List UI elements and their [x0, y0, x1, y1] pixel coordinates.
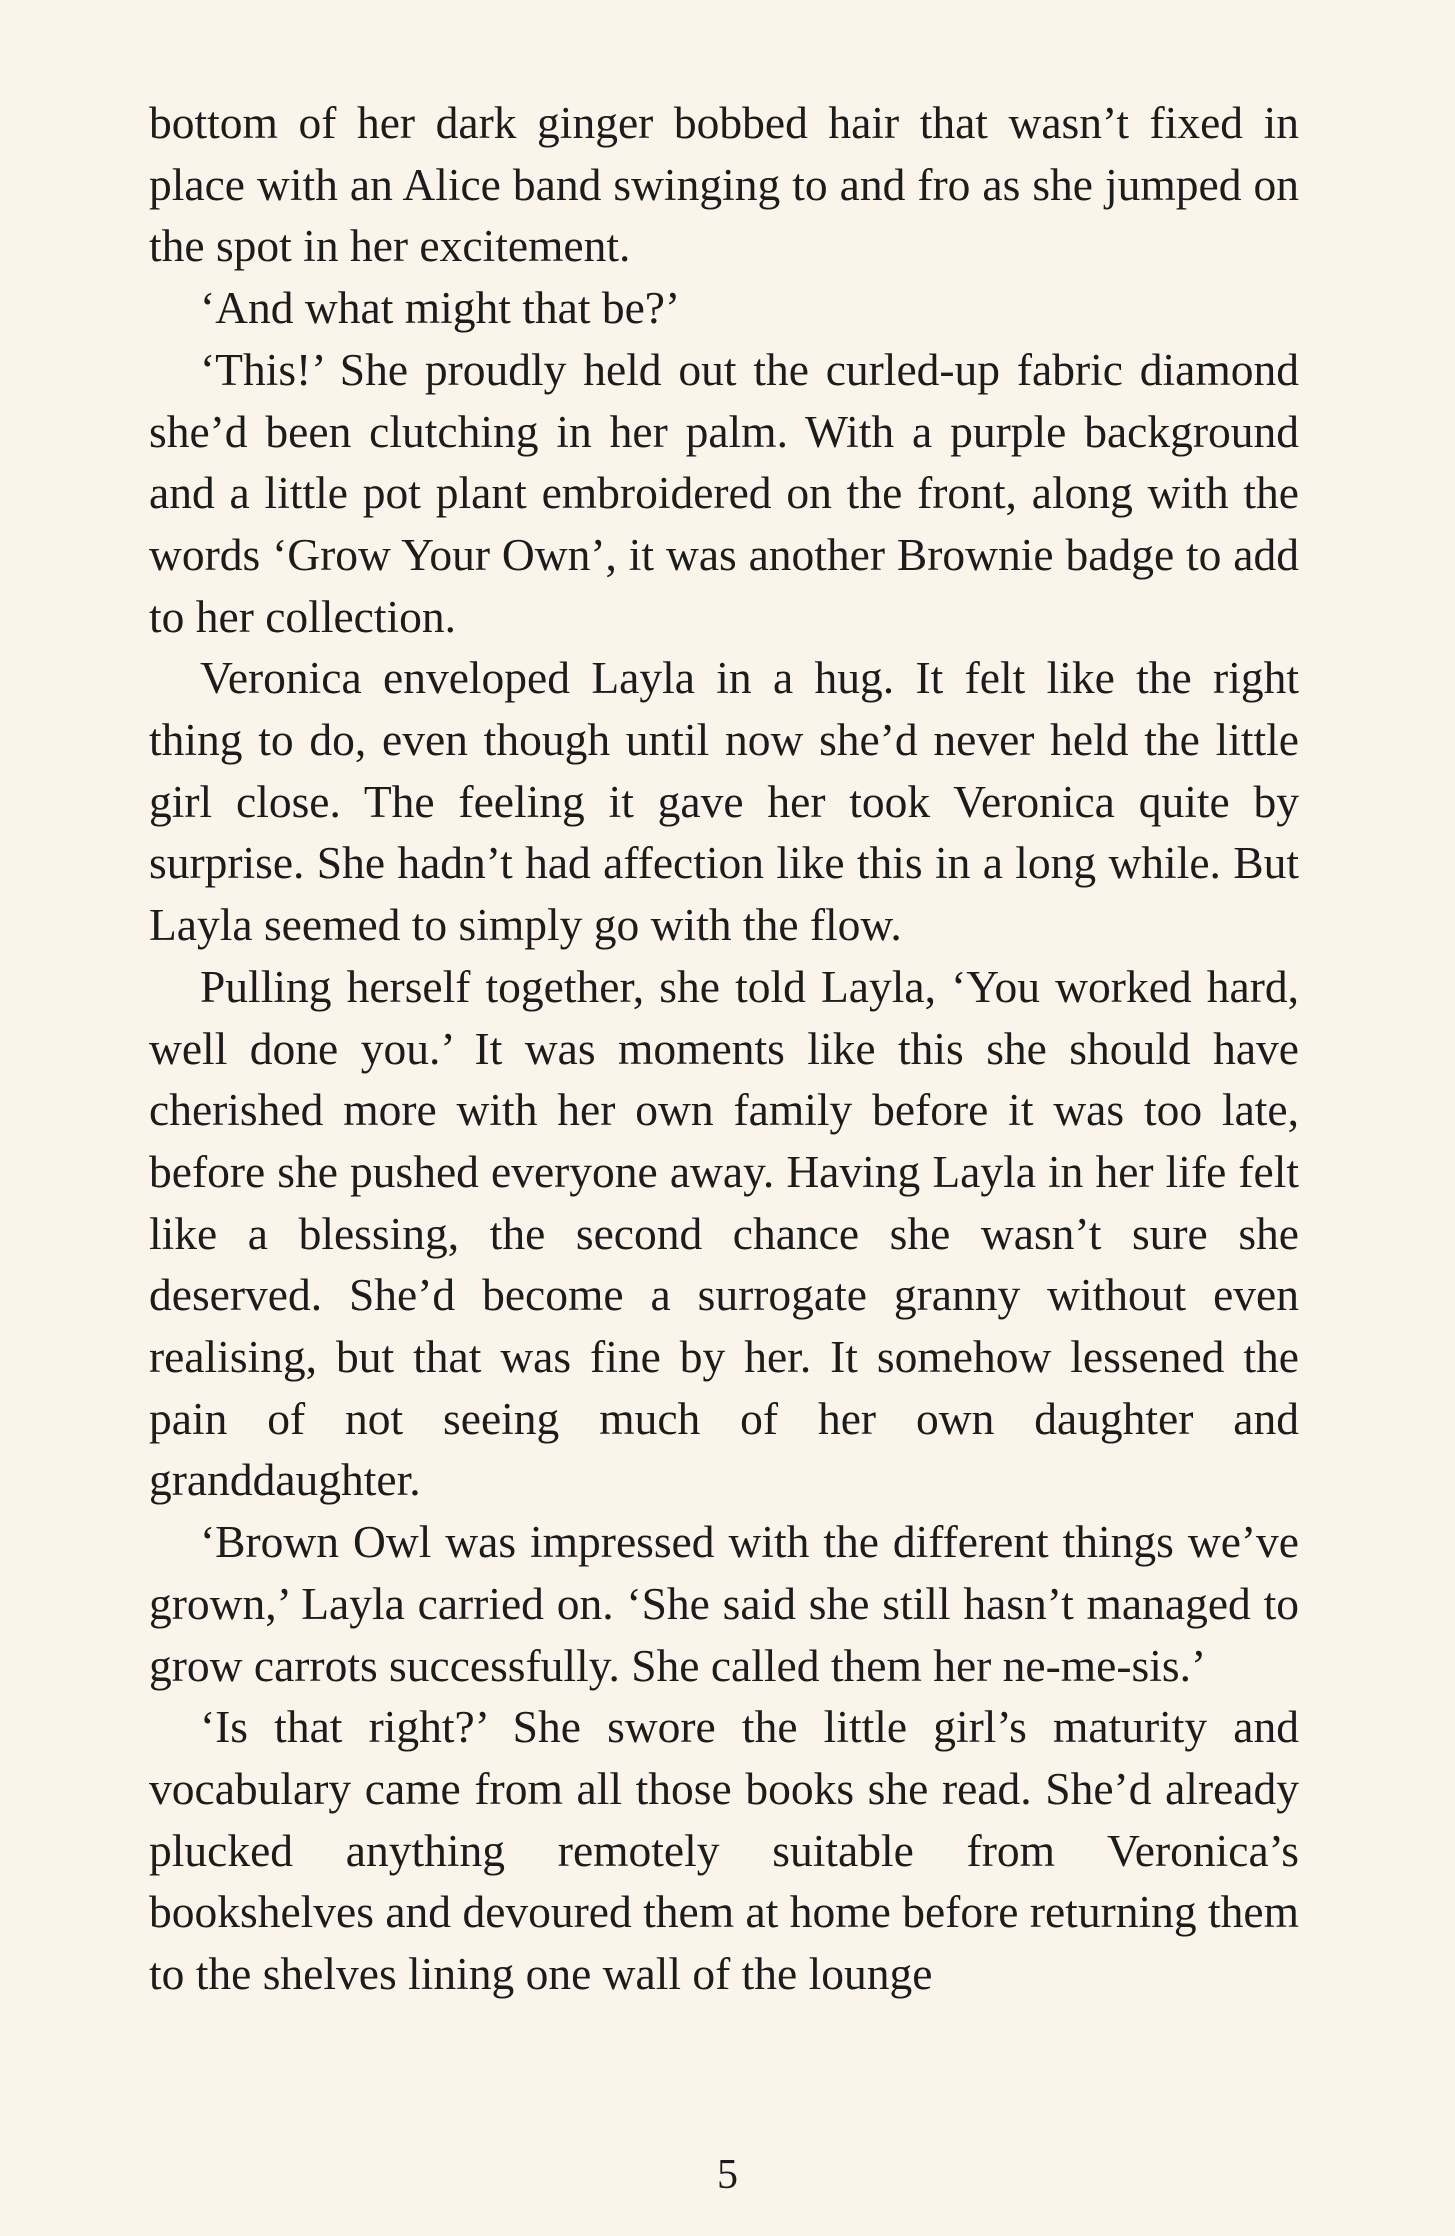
paragraph-badge: ‘This!’ She proudly held out the curled-up fabric diamond she’d been clutching in her palm. With a purple background and a little pot plant embroidered on the front, along with the words ‘Grow Your Own’, it was another Brownie badge to add to her collection. [149, 343, 1299, 642]
paragraph-vocabulary: ‘Is that right?’ She swore the little girl’s maturity and vocabulary came from all those books she read. She’d already plucked anything remotely suitable from Veronica’s bookshelves and devoured them at home before returning them to the shelves lining one wall of the lounge [149, 1701, 1299, 2000]
paragraph-brown-owl: ‘Brown Owl was impressed with the different things we’ve grown,’ Layla carried on. ‘She said she still hasn’t managed to grow carrots successfully. She called them her ne-me-sis.’ [149, 1516, 1299, 1691]
paragraph-dialogue: ‘And what might that be?’ [200, 282, 681, 334]
paragraph-reflection: Pulling herself together, she told Layla, ‘You worked hard, well done you.’ It was moments like this she should have cherished more with her own family before it was too late, before she pushed everyone away. Having Layla in her life felt like a blessing, the second chance she wasn’t sure she deserved. She’d become a surrogate granny without even realising, but that was fine by her. It somehow lessened the pain of not seeing much of her own daughter and granddaughter. [149, 960, 1299, 1506]
paragraph-continued: bottom of her dark ginger bobbed hair that wasn’t fixed in place with an Alice band swinging to and fro as she jumped on the spot in her excitement. [149, 97, 1299, 272]
paragraph-hug: Veronica enveloped Layla in a hug. It felt like the right thing to do, even though until now she’d never held the little girl close. The feeling it gave her took Veronica quite by surprise. She hadn’t had affection like this in a long while. But Layla seemed to simply go with the flow. [149, 652, 1299, 951]
page-number: 5 [717, 2152, 738, 2198]
body-text [149, 92, 1299, 2005]
